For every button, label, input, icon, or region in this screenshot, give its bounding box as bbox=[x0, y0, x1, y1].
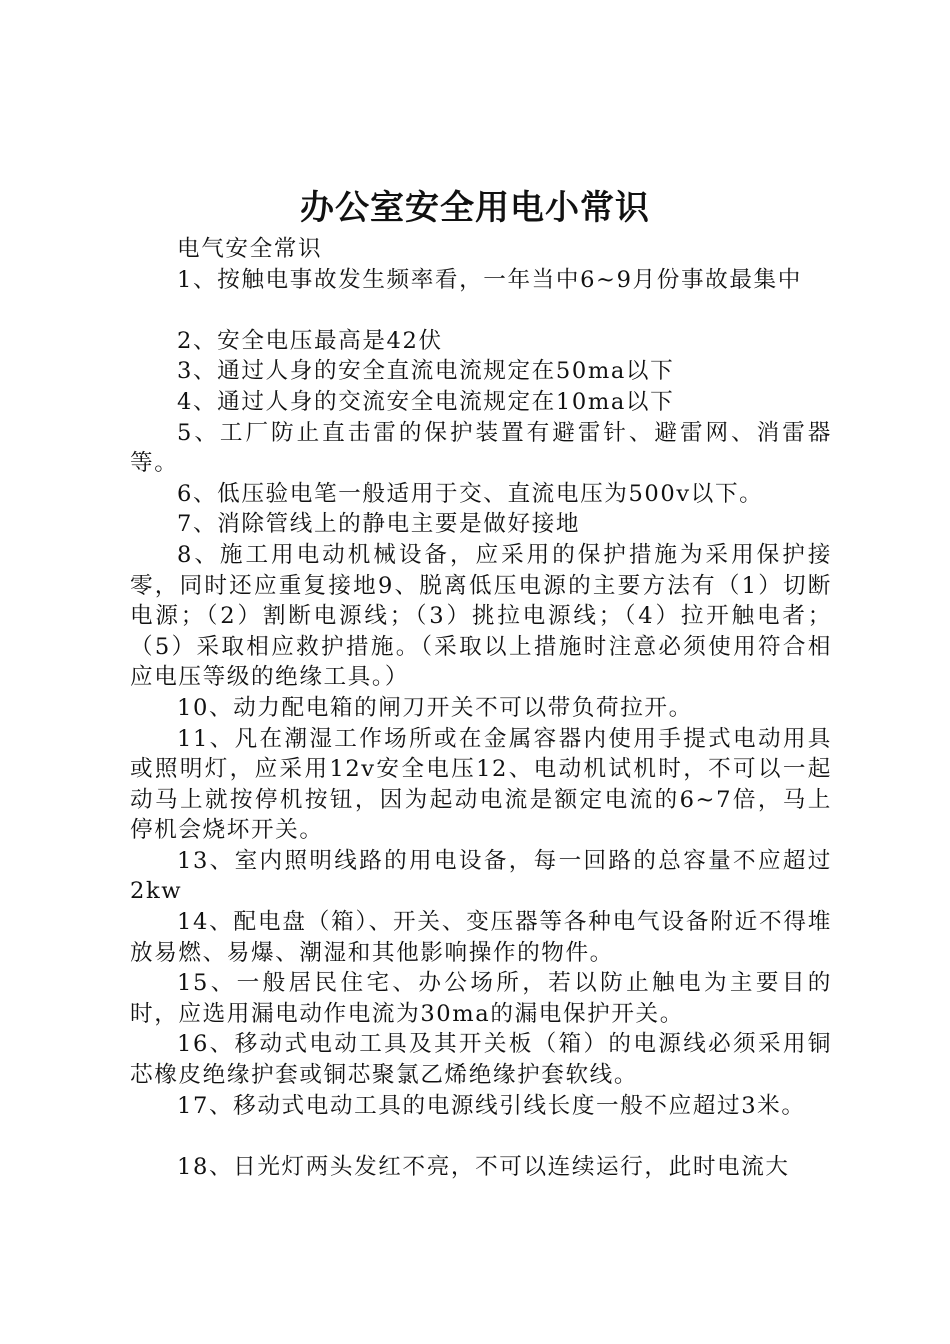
paragraph-4: 4、通过人身的交流安全电流规定在10ma以下 bbox=[177, 388, 675, 415]
blank-line bbox=[130, 1121, 832, 1152]
paragraph-6: 6、低压验电笔一般适用于交、直流电压为500v以下。 bbox=[177, 480, 764, 507]
paragraph-18: 18、日光灯两头发红不亮，不可以连续运行，此时电流大 bbox=[177, 1153, 790, 1180]
document-title: 办公室安全用电小常识 bbox=[300, 188, 650, 228]
paragraph-11: 11、凡在潮湿工作场所或在金属容器内使用手提式电动用具或照明灯，应采用12v安全电压12、电动机试机时，不可以一起动马上就按停机按钮，因为起动电流是额定电流的6~7倍，马上停机会烧坏开关。 bbox=[130, 725, 832, 844]
paragraph-3: 3、通过人身的安全直流电流规定在50ma以下 bbox=[177, 358, 675, 385]
blank-line bbox=[130, 295, 832, 326]
paragraph-2: 2、安全电压最高是42伏 bbox=[177, 327, 443, 354]
paragraph-17: 17、移动式电动工具的电源线引线长度一般不应超过3米。 bbox=[177, 1092, 806, 1119]
paragraph-1: 1、按触电事故发生频率看，一年当中6~9月份事故最集中 bbox=[177, 266, 802, 293]
paragraph-15: 15、一般居民住宅、办公场所，若以防止触电为主要目的时，应选用漏电动作电流为30ma的漏电保护开关。 bbox=[130, 970, 832, 1027]
paragraph-16: 16、移动式电动工具及其开关板（箱）的电源线必须采用铜芯橡皮绝缘护套或铜芯聚氯乙烯绝缘护套软线。 bbox=[130, 1031, 832, 1089]
paragraph-10: 10、动力配电箱的闸刀开关不可以带负荷拉开。 bbox=[177, 694, 693, 721]
paragraph-8: 8、施工用电动机械设备，应采用的保护措施为采用保护接零，同时还应重复接地9、脱离低压电源的主要方法有（1）切断电源；（2）割断电源线；（3）挑拉电源线；（4）拉开触电者；（5）采取相应救护措施。（采取以上措施时注意必须使用符合相应电压等级的绝缘工具。） bbox=[130, 541, 832, 691]
paragraph-13: 13、室内照明线路的用电设备，每一回路的总容量不应超过2kw bbox=[130, 847, 832, 905]
document-body bbox=[130, 234, 832, 1182]
section-heading: 电气安全常识 bbox=[177, 236, 323, 262]
paragraph-14: 14、配电盘（箱）、开关、变压器等各种电气设备附近不得堆放易燃、易爆、潮湿和其他影响操作的物件。 bbox=[130, 909, 832, 966]
paragraph-5: 5、工厂防止直击雷的保护装置有避雷针、避雷网、消雷器等。 bbox=[130, 419, 832, 477]
paragraph-7: 7、消除管线上的静电主要是做好接地 bbox=[177, 511, 581, 538]
